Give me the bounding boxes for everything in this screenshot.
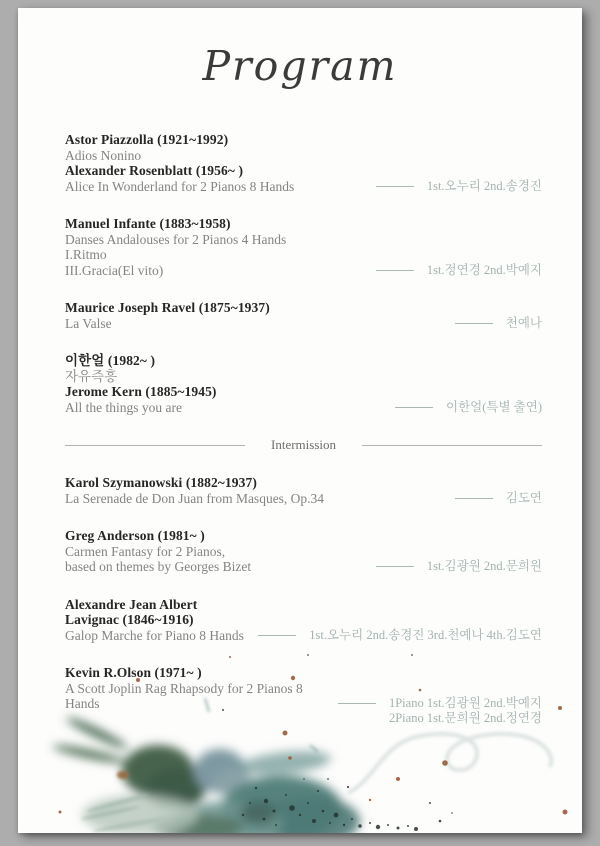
performer-credit <box>455 316 542 332</box>
piece-title: La Serenade de Don Juan from Masques, Op.34 <box>65 490 325 506</box>
performer-names: 1st.오누리 2nd.송경진 3rd.천예나 4th.김도연 <box>309 627 542 642</box>
composer-name: Karol Szymanowski (1882~1937) <box>65 475 257 490</box>
entry-text <box>65 528 251 575</box>
piece-title: 자유즉흥 <box>65 368 118 384</box>
program-entry-anderson <box>65 528 542 575</box>
divider-line-left <box>65 445 245 446</box>
performer-credit <box>376 263 542 279</box>
piece-title: Adios Nonino <box>65 147 142 163</box>
performer-names: 1st.정연경 2nd.박예지 <box>426 262 542 277</box>
composer-name: Jerome Kern (1885~1945) <box>65 384 217 399</box>
credit-dash-line <box>338 703 376 704</box>
program-entry-piazzolla-rosenblatt <box>65 132 542 194</box>
piece-title: All the things you are <box>65 399 182 415</box>
performer-credit <box>258 628 542 644</box>
credit-dash-line <box>455 323 493 324</box>
entry-text <box>65 216 286 278</box>
entry-text <box>65 665 326 712</box>
credit-dash-line <box>376 566 414 567</box>
performer-names: 김도연 <box>505 490 542 505</box>
program-entry-infante <box>65 216 542 278</box>
performer-credit <box>376 559 542 575</box>
program-entry-ravel <box>65 300 542 331</box>
credit-dash-line <box>376 186 414 187</box>
composer-name: Maurice Joseph Ravel (1875~1937) <box>65 300 270 315</box>
performer-names: 1st.김광원 2nd.문희원 <box>426 559 542 573</box>
divider-line-right <box>362 445 542 446</box>
composer-name: Alexander Rosenblatt (1956~ ) <box>65 163 244 178</box>
performer-names-piano2: 2Piano 1st.문희원 2nd.정연경 <box>388 711 542 725</box>
piece-title: La Valse <box>65 315 112 331</box>
performer-credit <box>338 696 542 727</box>
entry-text <box>65 475 324 506</box>
performer-names: 이한얼(특별 출연) <box>446 399 542 414</box>
page-title: Program <box>202 42 398 90</box>
performer-credit <box>455 491 542 507</box>
intermission-divider <box>65 437 542 453</box>
composer-name: Greg Anderson (1981~ ) <box>65 528 205 543</box>
performer-names: 1st.오누리 2nd.송경진 <box>426 178 542 193</box>
performer-credit <box>376 179 542 195</box>
movement-title: I.Ritmo <box>65 247 107 262</box>
entry-text <box>65 132 294 194</box>
program-entry-lavignac <box>65 597 542 644</box>
credit-dash-line <box>258 635 296 636</box>
performer-credit <box>395 400 542 416</box>
piece-title: Carmen Fantasy for 2 Pianos, <box>65 543 226 559</box>
piece-title: Galop Marche for Piano 8 Hands <box>65 627 244 643</box>
entry-text <box>65 597 246 644</box>
entry-text <box>65 300 270 331</box>
credit-dash-line <box>376 270 414 271</box>
piece-title: Alice In Wonderland for 2 Pianos 8 Hands <box>65 178 295 194</box>
credit-dash-line <box>395 407 433 408</box>
composer-name: 이한얼 (1982~ ) <box>65 353 156 368</box>
composer-name: Manuel Infante (1883~1958) <box>65 216 231 231</box>
piece-title: Danses Andalouses for 2 Pianos 4 Hands <box>65 231 287 247</box>
program-entry-leehaneol-kern <box>65 353 542 415</box>
composer-name: Kevin R.Olson (1971~ ) <box>65 665 202 680</box>
intermission-label: Intermission <box>271 437 336 452</box>
program-entry-szymanowski <box>65 475 542 506</box>
program-page <box>18 8 582 833</box>
program-list <box>65 132 542 734</box>
composer-name: Alexandre Jean Albert Lavignac (1846~1916) <box>65 596 198 627</box>
piece-title: A Scott Joplin Rag Rhapsody for 2 Pianos 8 Hands <box>65 680 303 711</box>
credit-dash-line <box>455 498 493 499</box>
piece-title-continued: based on themes by Georges Bizet <box>65 559 252 574</box>
program-entry-olson <box>65 665 542 725</box>
performer-names: 천예나 <box>505 315 542 330</box>
performer-names-piano1: 1Piano 1st.김광원 2nd.박예지 <box>388 695 542 710</box>
performer-names-group <box>389 696 542 727</box>
entry-text <box>65 353 217 415</box>
composer-name: Astor Piazzolla (1921~1992) <box>65 132 229 147</box>
movement-title: III.Gracia(El vito) <box>65 262 164 278</box>
